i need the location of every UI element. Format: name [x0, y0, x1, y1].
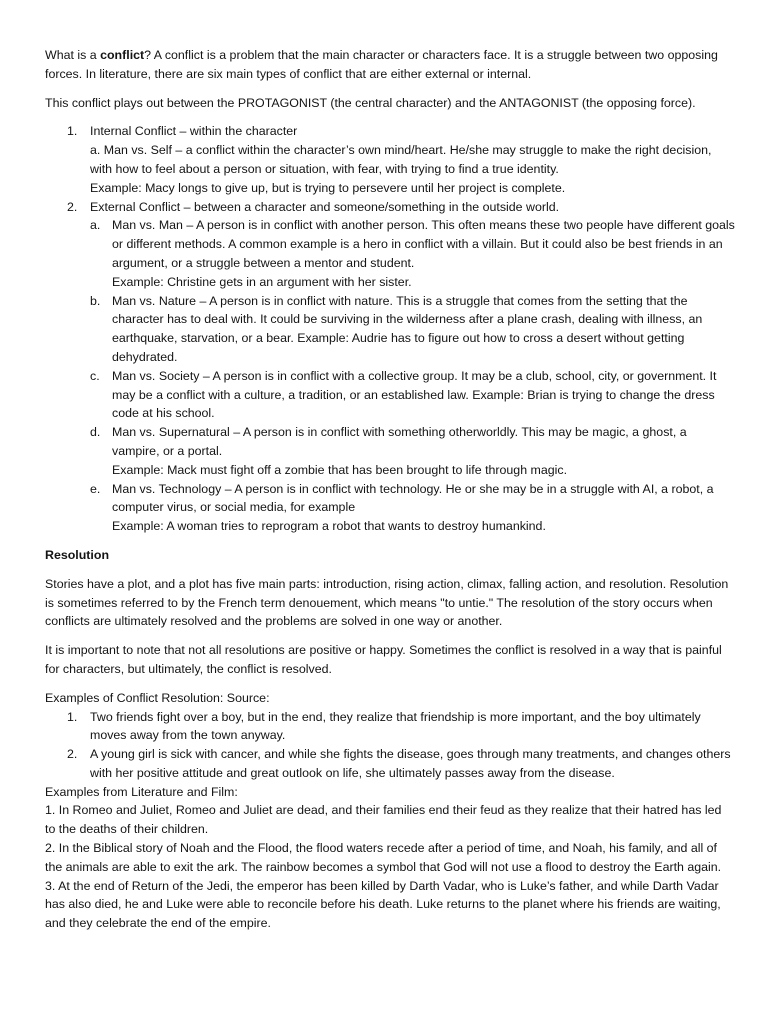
literature-example-romeo-juliet: 1. In Romeo and Juliet, Romeo and Juliet are dead, and their families end their feud as they realize that their hatred has led to the deaths of their children.	[45, 803, 722, 837]
man-vs-society-item	[45, 367, 735, 423]
man-vs-man-text: Man vs. Man – A person is in conflict with another person. This often means these two people have different goals or different methods. A common example is a hero in conflict with a villain. But it could also be best friends in an argument, or a struggle between a mentor and student.	[112, 218, 735, 270]
conflict-term: conflict	[100, 48, 145, 62]
man-vs-self-text: a. Man vs. Self – a conflict within the character’s own mind/heart. He/she may struggle to make the right decision, with how to feel about a person or situation, with fear, with trying to find a true identity.	[90, 143, 712, 176]
literature-examples-label: Examples from Literature and Film:	[45, 784, 238, 799]
man-vs-supernatural-text: Man vs. Supernatural – A person is in conflict with something otherworldly. This may be magic, a ghost, a vampire, or a portal.	[112, 425, 687, 458]
document-page	[45, 46, 735, 933]
list-marker: 1.	[67, 709, 78, 724]
list-marker: d.	[90, 425, 101, 440]
list-marker: 2.	[67, 747, 78, 762]
man-vs-man-example: Example: Christine gets in an argument with her sister.	[112, 274, 412, 289]
resolution-paragraph-2: It is important to note that not all resolutions are positive or happy. Sometimes the conflict is resolved in a way that is painful for characters, but ultimately, the conflict is resolved.	[45, 643, 722, 676]
man-vs-technology-text: Man vs. Technology – A person is in conflict with technology. He or she may be in a struggle with AI, a robot, a computer virus, or social media, for example	[112, 481, 714, 515]
man-vs-supernatural-example: Example: Mack must fight off a zombie that has been brought to life through magic.	[112, 462, 568, 477]
resolution-heading: Resolution	[45, 547, 110, 562]
list-marker: 1.	[67, 124, 78, 139]
external-conflict-title: External Conflict – between a character and someone/something in the outside world.	[90, 199, 560, 214]
literature-example-return-of-the-jedi: 3. At the end of Return of the Jedi, the emperor has been killed by Darth Vadar, who is Luke’s father, and while Darth Vadar has also died, he and Luke were able to reconcile before his death. Luke returns to the planet where his friends are waiting, and they celebrate the end of the empire.	[45, 878, 721, 931]
list-marker: c.	[90, 368, 100, 383]
literature-example-noah-flood: 2. In the Biblical story of Noah and the Flood, the flood waters recede after a period of time, and Noah, his family, and all of the animals are able to exit the ark. The rainbow becomes a symbol that God will not use a flood to destroy the Earth again.	[45, 841, 722, 874]
resolution-examples-label: Examples of Conflict Resolution: Source:	[45, 690, 270, 705]
resolution-examples-list	[45, 708, 735, 783]
resolution-example-text: Two friends fight over a boy, but in the end, they realize that friendship is more important, and the boy ultimately moves away from the town anyway.	[90, 709, 701, 743]
man-vs-technology-item	[45, 480, 735, 536]
list-marker: 2.	[67, 199, 78, 214]
list-marker: b.	[90, 293, 101, 308]
resolution-paragraph-1: Stories have a plot, and a plot has five main parts: introduction, rising action, climax, falling action, and resolution. Resolution is sometimes referred to by the French term denouement, which means "to untie." The resolution of the story occurs when conflicts are ultimately resolved and the problems are solved in one way or another.	[45, 576, 729, 629]
resolution-example-text: A young girl is sick with cancer, and while she fights the disease, goes through many treatments, and changes others with her positive attitude and great outlook on life, she ultimately passes away from the disease.	[90, 747, 731, 780]
man-vs-nature-text: Man vs. Nature – A person is in conflict with nature. This is a struggle that comes from the setting that the character has to deal with. It could be surviving in the wilderness after a plane crash, dealing with illness, an earthquake, starvation, or a bear. Example: Audrie has to figure out how to cross a desert without getting dehydrated.	[112, 293, 703, 364]
man-vs-society-text: Man vs. Society – A person is in conflict with a collective group. It may be a club, school, city, or government. It may be a conflict with a culture, a tradition, or an established law. Example: Brian is trying to change the dress code at his school.	[112, 368, 717, 421]
conflict-types-list	[45, 122, 735, 536]
resolution-example-item	[45, 708, 735, 746]
internal-conflict-item	[45, 122, 735, 197]
list-marker: a.	[90, 218, 101, 233]
protagonist-paragraph: This conflict plays out between the PROTAGONIST (the central character) and the ANTAGONIST (the opposing force).	[45, 95, 696, 110]
intro-rest: ? A conflict is a problem that the main character or characters face. It is a struggle between two opposing forces. In literature, there are six main types of conflict that are either external or internal.	[45, 48, 718, 81]
man-vs-nature-item	[45, 292, 735, 367]
man-vs-self-example: Example: Macy longs to give up, but is trying to persevere until her project is complete.	[90, 180, 566, 195]
man-vs-man-item	[45, 216, 735, 291]
list-marker: e.	[90, 481, 101, 496]
man-vs-supernatural-item	[45, 423, 735, 479]
man-vs-technology-example: Example: A woman tries to reprogram a robot that wants to destroy humankind.	[112, 519, 546, 534]
intro-lead: What is a	[45, 48, 101, 62]
resolution-example-item	[45, 745, 735, 783]
internal-conflict-title: Internal Conflict – within the character	[90, 124, 298, 139]
external-conflict-item	[45, 198, 735, 217]
intro-paragraph	[45, 46, 735, 84]
